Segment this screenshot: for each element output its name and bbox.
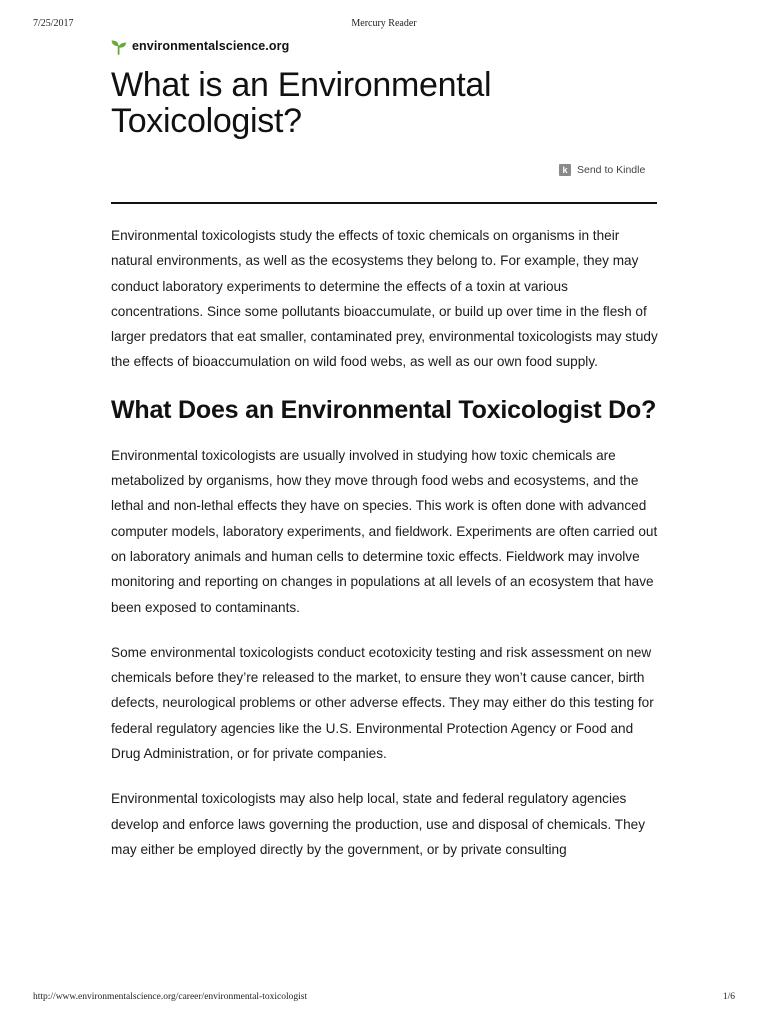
print-header (0, 18, 768, 32)
kindle-icon: k (559, 164, 571, 176)
page-number: 1/6 (722, 992, 735, 1002)
site-brand[interactable] (110, 37, 289, 55)
section-heading: What Does an Environmental Toxicologist Do? (111, 395, 657, 424)
send-to-kindle-button[interactable] (559, 163, 645, 177)
send-to-kindle-label: Send to Kindle (577, 164, 646, 176)
print-date: 7/25/2017 (33, 18, 74, 29)
print-footer (0, 992, 768, 1006)
intro-paragraph: Environmental toxicologists study the effects of toxic chemicals on organisms in their natural environments, as well as the ecosystems they belong to. For example, they may conduct laboratory experiments to determine the effects of a toxin at various concentrations. Since some pollutants bioaccumulate, or build up over time in the flesh of larger predators that eat smaller, contaminated prey, environmental toxicologists may study the effects of bioaccumulation on wild food webs, as well as our own food supply. (111, 228, 658, 370)
page-title: What is an Environmental Toxicologist? (111, 66, 492, 140)
section-paragraph-3: Environmental toxicologists may also help local, state and federal regulatory agencies develop and enforce laws governing the production, use and disposal of chemicals. They may either be employed directly by the government, or by private consulting (111, 791, 646, 857)
article-body (111, 223, 659, 882)
site-name: environmentalscience.org (132, 39, 290, 53)
section-paragraph-1: Environmental toxicologists are usually involved in studying how toxic chemicals are metabolized by organisms, how they move through food webs and ecosystems, and the lethal and non-lethal effects they have on species. This work is often done with advanced computer models, laboratory experiments, and fieldwork. Experiments are often carried out on laboratory animals and human cells to determine toxic effects. Fieldwork may involve monitoring and reporting on changes in populations at all levels of an ecosystem that have been exposed to contaminants. (111, 447, 658, 615)
footer-url[interactable]: http://www.environmentalscience.org/career/environmental-toxicologist (33, 992, 308, 1002)
sprout-icon (110, 37, 128, 55)
print-header-title: Mercury Reader (351, 18, 417, 29)
section-paragraph-2: Some environmental toxicologists conduct ecotoxicity testing and risk assessment on new chemicals before they’re released to the market, to ensure they won’t cause cancer, birth defects, neurological problems or other adverse effects. They may either do this testing for federal regulatory agencies like the U.S. Environmental Protection Agency or Food and Drug Administration, or for private companies. (111, 644, 654, 762)
title-divider (111, 202, 657, 204)
